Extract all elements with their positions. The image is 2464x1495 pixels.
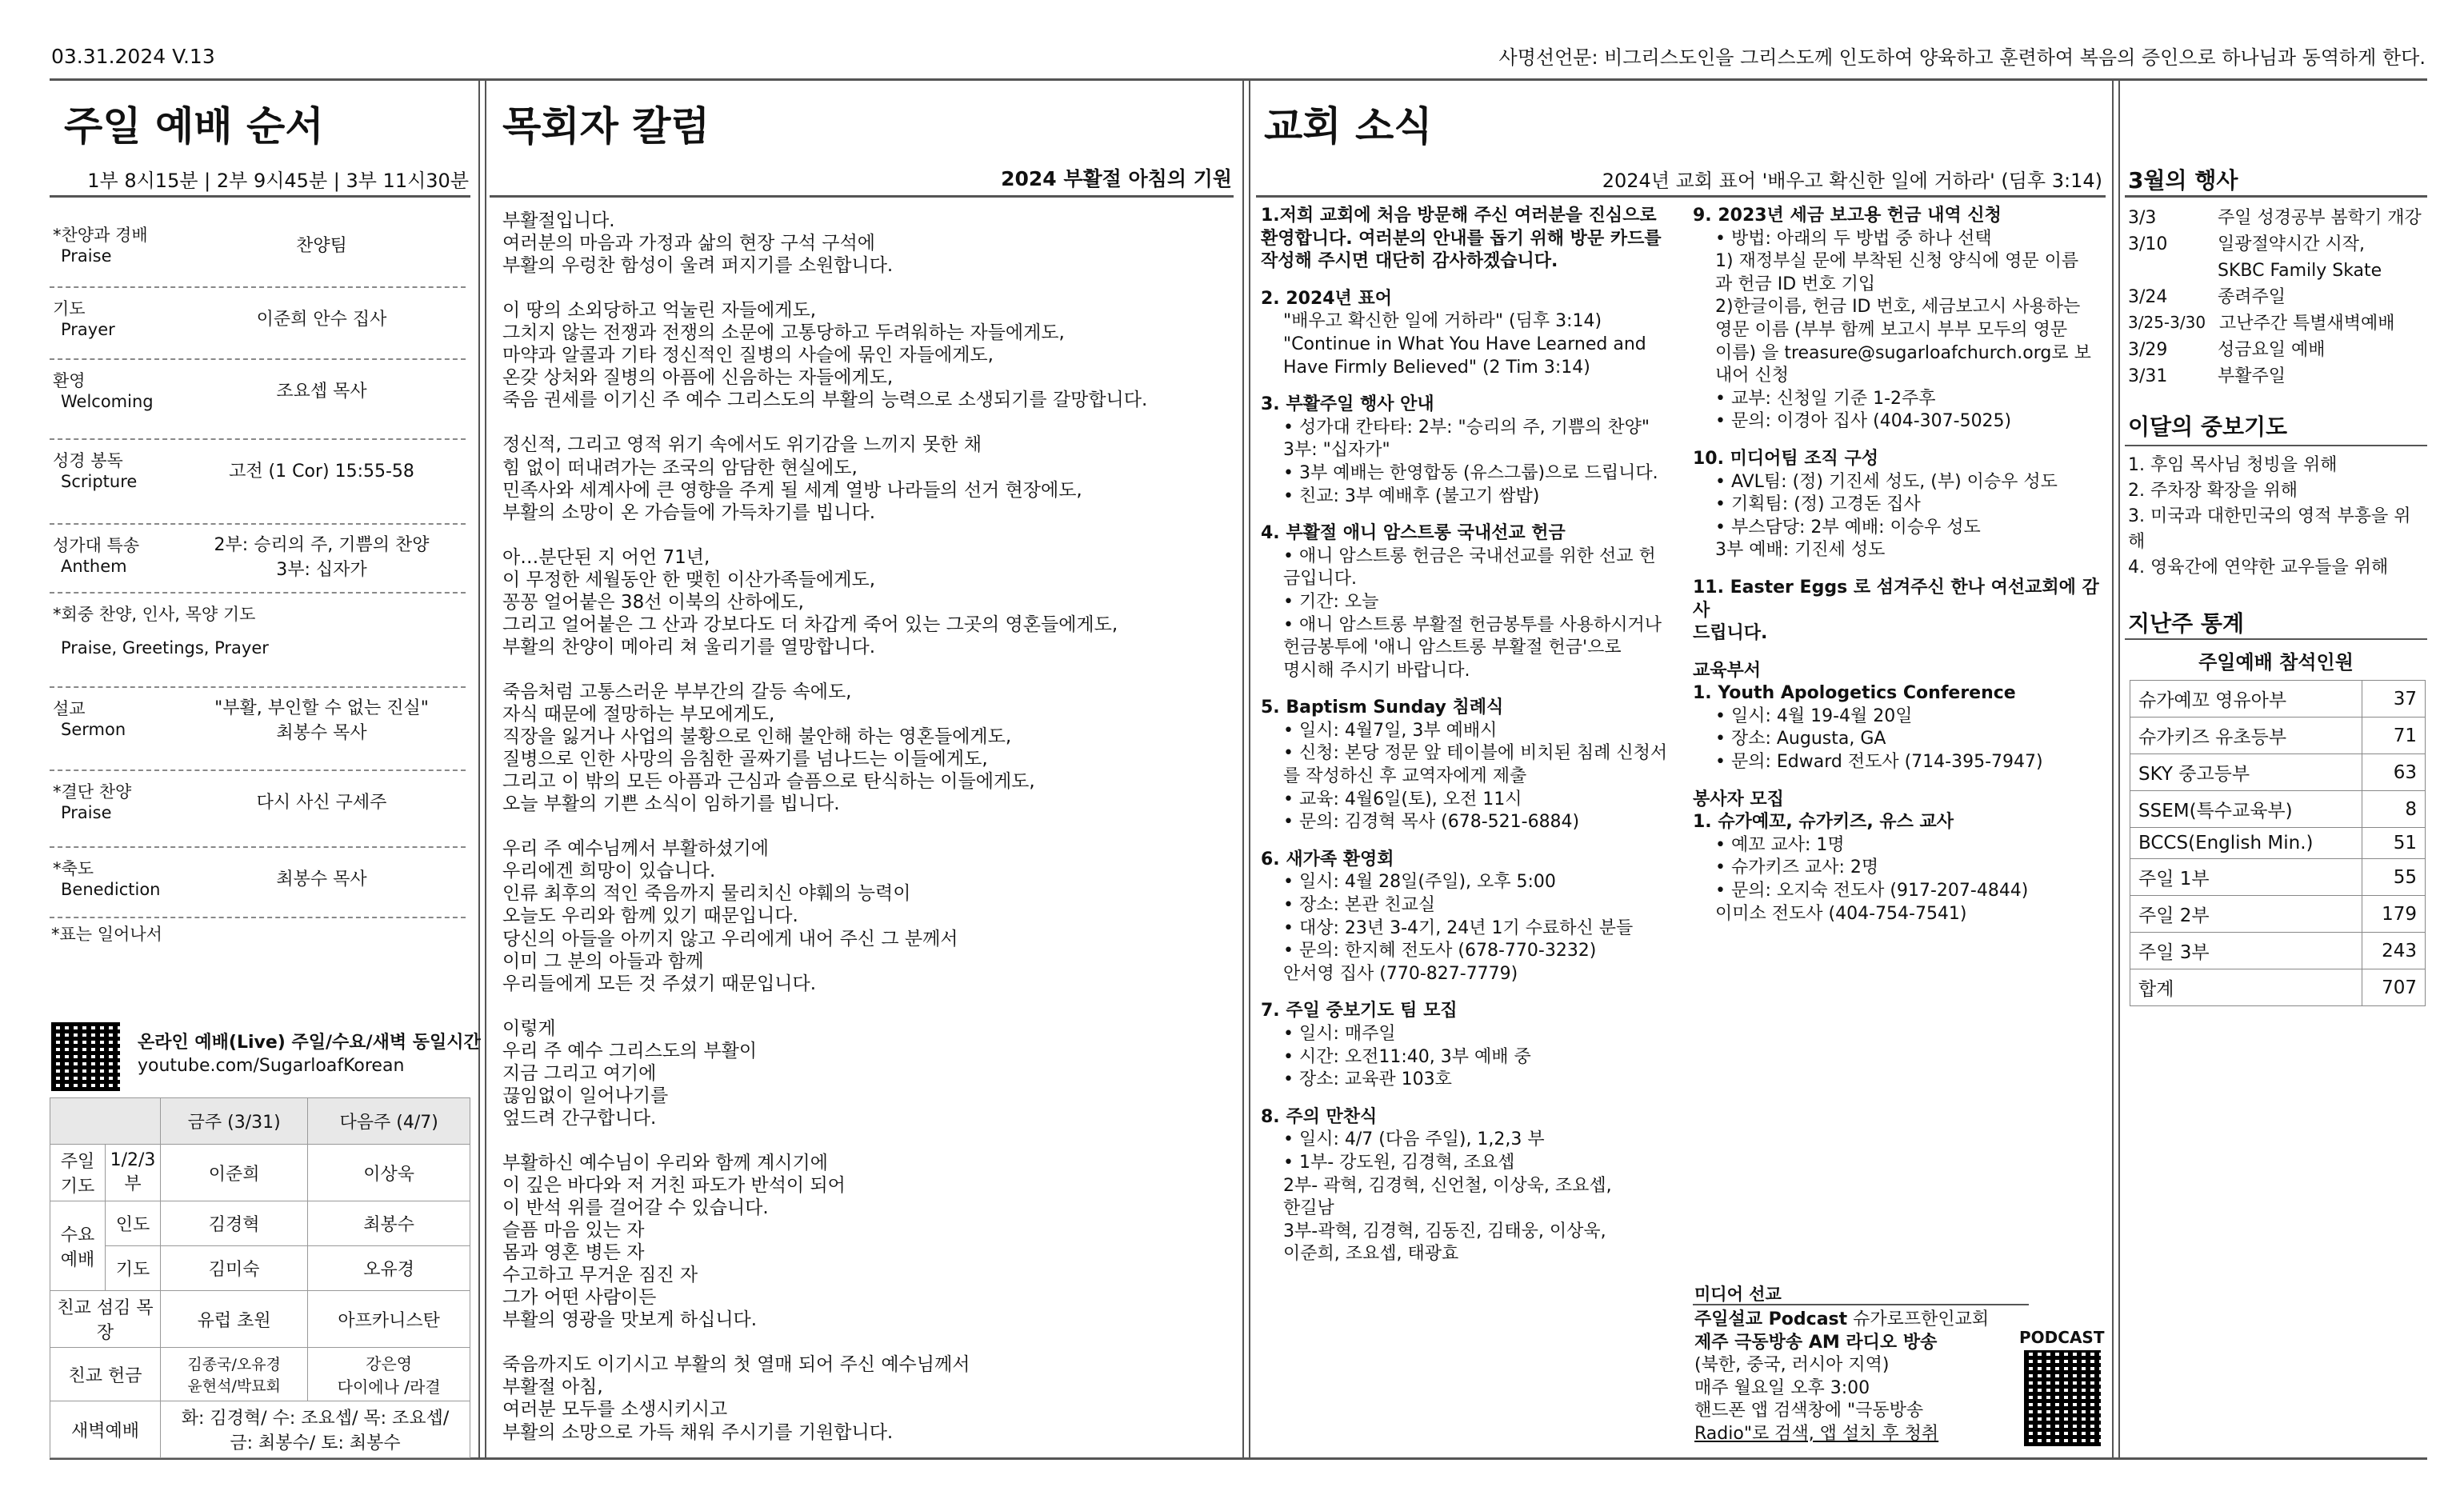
worship-item <box>50 288 466 360</box>
news-heading: 5. Baptism Sunday 침례식 <box>1261 698 1504 718</box>
worship-item-value: "부활, 부인할 수 없는 진실" 최봉수 목사 <box>214 698 429 743</box>
stats-label: SKY 중고등부 <box>2130 754 2362 791</box>
stats-table <box>2130 680 2426 1006</box>
stats-label: 주일 3부 <box>2130 933 2362 969</box>
radio-app-1: 핸드폰 앱 검색창에 "극동방송 <box>1694 1401 1924 1421</box>
event-item <box>2128 337 2426 363</box>
events-list <box>2128 205 2426 390</box>
events-title: 3월의 행사 <box>2128 167 2238 194</box>
news-spacer <box>1261 985 1685 1000</box>
worship-item-en: Benediction <box>61 880 161 899</box>
news-heading: 봉사자 모집 <box>1693 789 1784 809</box>
stats-row <box>2130 754 2426 791</box>
news-spacer <box>1261 274 1685 288</box>
column-subtitle: 2024 부활절 아침의 기원 <box>1001 167 1232 190</box>
news-detail: • 일시: 4/7 (다음 주일), 1,2,3 부 • 1부- 강도원, 김경혁, 조요셉 2부- 곽혁, 김경혁, 신언철, 이상욱, 조요셉, 한길남 3부-곽혁, 김경혁, 김동진, 김태웅, 이상욱, 이준희, 조요셉, 태광효 <box>1283 1129 1612 1265</box>
duty-sunday-prayer: 주일 기도 <box>50 1145 106 1201</box>
column-header-rule <box>490 195 1234 198</box>
stats-value: 179 <box>2362 896 2426 933</box>
event-date: 3/25-3/30 <box>2128 313 2206 332</box>
worship-item-value: 고전 (1 Cor) 15:55-58 <box>229 462 414 482</box>
media-label: 미디어 선교 <box>1694 1285 1782 1304</box>
news-heading: 교육부서 <box>1693 660 1762 681</box>
prayer-item: 4. 영육간에 연약한 교우들을 위해 <box>2128 557 2389 578</box>
stats-row <box>2130 969 2426 1006</box>
worship-item-value: 2부: 승리의 주, 기쁨의 찬양 3부: 십자가 <box>214 535 430 580</box>
worship-item-ko: 성경 봉독 <box>53 451 123 470</box>
worship-item-en: Scripture <box>61 472 138 491</box>
duty-wed-lead: 인도 <box>106 1201 161 1246</box>
event-date: 3/3 <box>2128 208 2157 228</box>
news-detail: • 일시: 4월 28일(주일), 오후 5:00 • 장소: 본관 친교실 • 대상: 23년 3-4기, 24년 1기 수료하신 분들 • 문의: 한지혜 전도사 (678-770-3232) 안서영 집사 (770-827-7779) <box>1283 872 1634 984</box>
worship-item-ko: *결단 찬양 <box>53 782 132 801</box>
duty-sunday-parts: 1/2/3 부 <box>106 1145 161 1201</box>
news-spacer <box>1261 834 1685 849</box>
column-body: 부활절입니다. 여러분의 마음과 가정과 삶의 현장 구석 구석에 부활의 우렁찬 함성이 울려 퍼지기를 소원합니다. 이 땅의 소외당하고 억눌린 자들에게도, 그치지 않는 전쟁과 전쟁의 소문에 고통당하고 두려워하는 자들에게도, 마약과 알콜과 기타 정신적인 질병의 사슬에 묶인 자들에게도, 온갖 상처와 질병의 아픔에 신음하는 자들에게도, 죽음 권세를 이기신 주 예수 그리스도의 부활의 능력으로 소생되기를 갈망합니다. 정신적, 그리고 영적 위기 속에서도 위기감을 느끼지 못한 채 힘 없이 떠내려가는 조국의 암담한 현실에도, 민족사와 세계사에 큰 영향을 주게 될 세계 열방 나라들의 선거 현장에도, 부활의 소망이 온 가슴들에 가득차기를 빕니다. 아…분단된 지 어언 71년, 이 무정한 세월동안 한 맺힌 이산가족들에게도, 꽁꽁 얼어붙은 38선 이북의 산하에도, 그리고 얼어붙은 그 산과 강보다도 더 차갑게 죽어 있는 그곳의 영혼들에게도, 부활의 찬양이 메아리 쳐 울리기를 열망합니다. 죽음처럼 고통스러운 부부간의 갈등 속에도, 자식 때문에 절망하는 부모에게도, 직장을 잃거나 사업의 불황으로 인해 불안해 하는 영혼들에게도, 질병으로 인한 사망의 음침한 골짜기를 넘나드는 이들에게도, 그리고 이 밖의 모든 아픔과 근심과 슬픔으로 탄식하는 이들에게도, 오늘 부활의 기쁜 소식이 임하기를 빕니다. 우리 주 예수님께서 부활하셨기에 우리에겐 희망이 있습니다. 인류 최후의 적인 죽음까지 물리치신 야훼의 능력이 오늘도 우리와 함께 있기 때문입니다. 당신의 아들을 아끼지 않고 우리에게 내어 주신 그 분께서 이미 그 분의 아들과 함께 우리들에게 모든 것 주셨기 때문입니다. 이렇게 우리 주 예수 그리스도의 부활이 지금 그리고 여기에 끊임없이 일어나기를 엎드려 간구합니다. 부활하신 예수님이 우리와 함께 계시기에 이 깊은 바다와 저 거친 파도가 반석이 되어 이 반석 위를 걸어갈 수 있습니다. 슬픔 마음 있는 자 몸과 영혼 병든 자 수고하고 무거운 짐진 자 그가 어떤 사람이든 부활의 영광을 맛보게 하십니다. 죽음까지도 이기시고 부활의 첫 열매 되어 주신 예수님께서 부활절 아침, 여러분 모두를 소생시키시고 부활의 소망으로 가득 채워 주시기를 기원합니다. <box>502 210 1148 1443</box>
news-spacer <box>1693 434 2109 448</box>
duty-offering-next: 강은영 다이에나 /라결 <box>308 1348 470 1401</box>
prayer-rule <box>2125 445 2427 446</box>
radio-time: 매주 월요일 오후 3:00 <box>1694 1377 1870 1398</box>
news-heading: 1. Youth Apologetics Conference <box>1693 683 2016 704</box>
stats-row <box>2130 859 2426 896</box>
duty-col-this: 금주 (3/31) <box>161 1098 308 1145</box>
stats-row <box>2130 718 2426 754</box>
event-text: 고난주간 특별새벽예배 <box>2219 314 2395 334</box>
stats-row <box>2130 791 2426 828</box>
news-detail: • 방법: 아래의 두 방법 중 하나 선택 1) 재정부실 문에 부착된 신청 양식에 영문 이름 과 헌금 ID 번호 기입 2)한글이름, 헌금 ID 번호, 세금보고시 사용하는 영문 이름 (부부 함께 보고시 부부 모두의 영문 이름) 을 treasure@sugarloafchurch.org로 보 내어 신청 • 교부: 신청일 기준 1-2주후 • 문의: 이경아 집사 (404-307-5025) <box>1715 228 2091 432</box>
stats-value: 243 <box>2362 933 2426 969</box>
date-version: 03.31.2024 V.13 <box>51 45 215 68</box>
duty-wed-pray: 기도 <box>106 1246 161 1291</box>
worship-item-ko: 기도 <box>53 299 86 318</box>
stats-label: BCCS(English Min.) <box>2130 828 2362 859</box>
worship-item-en: Praise <box>61 803 112 822</box>
event-item <box>2128 231 2426 258</box>
stats-row <box>2130 681 2426 718</box>
duty-wed-pray-next: 오유경 <box>308 1246 470 1291</box>
news-detail: • 성가대 칸타타: 2부: "승리의 주, 기쁨의 찬양" 3부: "십자가" • 3부 예배는 한영합동 (유스그룹)으로 드립니다. • 친교: 3부 예배후 (불고기 쌈밥) <box>1283 417 1658 506</box>
duty-sunday-next: 이상욱 <box>308 1145 470 1201</box>
news-detail: • 애니 암스트롱 헌금은 국내선교를 위한 선교 헌 금입니다. • 기간: 오늘 • 애니 암스트롱 부활절 헌금봉투를 사용하시거나 헌금봉투에 '애니 암스트롱 부활절 헌금'으로 명시해 주시기 바랍니다. <box>1283 546 1662 681</box>
worship-item-ko: 환영 <box>53 371 86 390</box>
stats-value: 63 <box>2362 754 2426 791</box>
worship-item <box>50 771 466 848</box>
event-date: 3/24 <box>2128 287 2168 307</box>
worship-times: 1부 8시15분 | 2부 9시45분 | 3부 11시30분 <box>87 170 469 192</box>
event-date: 3/29 <box>2128 340 2168 360</box>
news-right-column <box>1693 205 2109 925</box>
column-divider-2 <box>1242 80 1244 1457</box>
news-heading: 8. 주의 만찬식 <box>1261 1106 1378 1127</box>
worship-item-value: 다시 사신 구세주 <box>256 793 387 813</box>
column-divider-1b <box>485 80 486 1457</box>
stats-value: 37 <box>2362 681 2426 718</box>
prayer-item: 1. 후임 목사님 청빙을 위해 <box>2128 455 2338 475</box>
event-text: 종려주일 <box>2218 287 2286 307</box>
worship-item-ko: *찬양과 경배 <box>53 226 148 245</box>
news-detail: "배우고 확신한 일에 거하라" (딤후 3:14) "Continue in What You Have Learned and Have Firmly Believed" (2 Tim 3:14) <box>1283 311 1646 378</box>
worship-item <box>50 525 466 594</box>
duty-col-next: 다음주 (4/7) <box>308 1098 470 1145</box>
news-spacer <box>1693 774 2109 789</box>
news-motto: 2024년 교회 표어 '배우고 확신한 일에 거하라' (딤후 3:14) <box>1602 170 2102 192</box>
news-spacer <box>1261 1092 1685 1106</box>
worship-item-ko: 설교 <box>53 699 86 718</box>
event-item <box>2128 205 2426 231</box>
news-spacer <box>1261 508 1685 522</box>
news-detail: • 예꼬 교사: 1명 • 슈가키즈 교사: 2명 • 문의: 오지숙 전도사 (917-207-4844) 이미소 전도사 (404-754-7541) <box>1715 834 2029 924</box>
news-detail: • 일시: 4월 19-4월 20일 • 장소: Augusta, GA • 문의: Edward 전도사 (714-395-7947) <box>1715 706 2043 773</box>
duty-corner <box>50 1098 161 1145</box>
stats-value: 71 <box>2362 718 2426 754</box>
news-heading: 7. 주일 중보기도 팀 모집 <box>1261 1001 1458 1021</box>
worship-item <box>50 594 466 688</box>
youtube-qr-code <box>51 1022 120 1091</box>
worship-item-ko: *회중 찬양, 인사, 목양 기도 <box>53 605 256 624</box>
duty-offering: 친교 헌금 <box>50 1348 161 1401</box>
worship-item-en: Sermon <box>61 720 126 739</box>
stats-header: 주일예배 참석인원 <box>2198 651 2354 674</box>
news-heading: 2. 2024년 표어 <box>1261 288 1392 309</box>
podcast-church: 슈가로프한인교회 <box>1847 1309 1990 1329</box>
stats-label: 슈가예꼬 영유아부 <box>2130 681 2362 718</box>
duty-table <box>50 1097 470 1458</box>
news-detail: • 일시: 매주일 • 시간: 오전11:40, 3부 예배 중 • 장소: 교육관 103호 <box>1283 1024 1531 1090</box>
radio-region: (북한, 중국, 러시아 지역) <box>1694 1355 1890 1376</box>
stats-rule <box>2125 638 2427 640</box>
duty-wednesday: 수요 예배 <box>50 1201 106 1291</box>
news-detail: • AVL팀: (정) 기진세 성도, (부) 이승우 성도 • 기획팀: (정) 고경돈 집사 • 부스담당: 2부 예배: 이승우 성도 3부 예배: 기진세 성도 <box>1715 471 2058 561</box>
worship-item-en: Praise, Greetings, Prayer <box>61 638 269 658</box>
worship-item-ko: 성가대 특송 <box>53 536 140 555</box>
news-spacer <box>1261 379 1685 394</box>
event-date <box>2128 258 2218 284</box>
column-divider-1 <box>478 80 480 1457</box>
worship-item-en: Praise <box>61 246 112 266</box>
event-item <box>2128 284 2426 310</box>
news-left-column <box>1261 205 1685 1266</box>
column-divider-3b <box>2118 80 2120 1457</box>
online-worship-label: 온라인 예배(Live) 주일/수요/새벽 동일시간 <box>138 1033 481 1053</box>
stats-row <box>2130 896 2426 933</box>
stats-row <box>2130 828 2426 859</box>
event-text: SKBC Family Skate <box>2218 261 2382 281</box>
events-rule <box>2125 195 2427 198</box>
news-heading: 4. 부활절 애니 암스트롱 국내선교 헌금 <box>1261 523 1566 544</box>
worship-item-value: 이준희 안수 집사 <box>256 310 387 330</box>
event-item <box>2128 363 2426 390</box>
radio-app-2: Radio"로 검색, 앱 설치 후 청취 <box>1694 1423 1939 1444</box>
worship-item-en: Prayer <box>61 320 115 339</box>
stats-label: 합계 <box>2130 969 2362 1006</box>
duty-wed-lead-next: 최봉수 <box>308 1201 470 1246</box>
prayer-list <box>2128 453 2426 580</box>
duty-dawn-value: 화: 김경혁/ 수: 조요셉/ 목: 조요셉/ 금: 최봉수/ 토: 최봉수 <box>161 1401 470 1458</box>
duty-wed-pray-this: 김미숙 <box>161 1246 308 1291</box>
worship-item-en: Anthem <box>61 557 127 576</box>
stats-value: 51 <box>2362 828 2426 859</box>
worship-item-en: Welcoming <box>61 392 154 411</box>
news-title: 교회 소식 <box>1264 103 1433 150</box>
event-text: 부활주일 <box>2218 366 2286 386</box>
event-date: 3/31 <box>2128 366 2168 386</box>
worship-item-value: 조요셉 목사 <box>276 382 367 402</box>
news-heading: 10. 미디어팀 조직 구성 <box>1693 448 1878 469</box>
event-text: 성금요일 예배 <box>2218 340 2326 360</box>
worship-item <box>50 440 466 525</box>
worship-item-value: 찬양팀 <box>296 236 347 256</box>
duty-fellowship-this: 유럽 초원 <box>161 1291 308 1348</box>
column-title: 목회자 칼럼 <box>502 103 710 150</box>
worship-item <box>50 688 466 771</box>
news-heading: 1.저희 교회에 처음 방문해 주신 여러분을 진심으로 환영합니다. 여러분의 안내를 돕기 위해 방문 카드를 작성해 주시면 대단히 감사하겠습니다. <box>1261 206 1662 272</box>
column-divider-2b <box>1249 80 1250 1457</box>
news-heading: 9. 2023년 세금 보고용 헌금 내역 신청 <box>1693 206 2002 226</box>
event-item <box>2128 258 2426 284</box>
news-header-rule <box>1256 195 2106 198</box>
event-item <box>2128 310 2426 337</box>
worship-item <box>50 848 466 918</box>
duty-sunday-this: 이준희 <box>161 1145 308 1201</box>
news-detail: • 일시: 4월7일, 3부 예배시 • 신청: 본당 정문 앞 테이블에 비치된 침례 신청서 를 작성하신 후 교역자에게 제출 • 교육: 4월6일(토), 오전 11시 • 문의: 김경혁 목사 (678-521-6884) <box>1283 720 1668 833</box>
worship-item-value: 최봉수 목사 <box>276 869 367 889</box>
worship-footnote: *표는 일어나서 <box>51 925 162 944</box>
radio-line: 제주 극동방송 AM 라디오 방송 <box>1694 1332 1938 1353</box>
duty-fellowship: 친교 섬김 목장 <box>50 1291 161 1348</box>
news-heading: 11. Easter Eggs 로 섬겨주신 한나 여선교회에 감사 드립니다. <box>1693 577 2099 644</box>
news-heading: 1. 슈가예꼬, 슈가키즈, 유스 교사 <box>1693 812 1954 833</box>
news-spacer <box>1693 562 2109 577</box>
prayer-item: 3. 미국과 대한민국의 영적 부흥을 위해 <box>2128 506 2411 552</box>
column-divider-3 <box>2112 80 2114 1457</box>
news-heading: 6. 새가족 환영회 <box>1261 849 1394 869</box>
event-text: 일광절약시간 시작, <box>2218 234 2366 254</box>
podcast-qr-code <box>2024 1350 2101 1446</box>
worship-header-rule <box>50 195 470 198</box>
worship-item <box>50 214 466 288</box>
stats-value: 8 <box>2362 791 2426 828</box>
stats-value: 55 <box>2362 859 2426 896</box>
stats-label: SSEM(특수교육부) <box>2130 791 2362 828</box>
stats-label: 주일 1부 <box>2130 859 2362 896</box>
stats-label: 주일 2부 <box>2130 896 2362 933</box>
duty-fellowship-next: 아프카니스탄 <box>308 1291 470 1348</box>
podcast-qr-label: PODCAST <box>2019 1328 2105 1347</box>
stats-value: 707 <box>2362 969 2426 1006</box>
worship-item <box>50 360 466 440</box>
news-spacer <box>1693 646 2109 660</box>
top-divider <box>50 78 2427 81</box>
mission-statement: 사명선언문: 비그리스도인을 그리스도께 인도하여 양육하고 훈련하여 복음의 증인으로 하나님과 동역하게 한다. <box>1498 46 2426 69</box>
event-text: 주일 성경공부 봄학기 개강 <box>2218 208 2422 228</box>
event-date: 3/10 <box>2128 234 2168 254</box>
media-block <box>1694 1309 2030 1446</box>
duty-wed-lead-this: 김경혁 <box>161 1201 308 1246</box>
worship-title: 주일 예배 순서 <box>64 103 324 150</box>
media-rule <box>1693 1304 2029 1305</box>
youtube-link[interactable]: youtube.com/SugarloafKorean <box>138 1056 405 1076</box>
podcast-label: 주일설교 Podcast <box>1694 1309 1848 1329</box>
prayer-title: 이달의 중보기도 <box>2128 414 2288 440</box>
news-heading: 3. 부활주일 행사 안내 <box>1261 394 1434 415</box>
stats-title: 지난주 통계 <box>2128 610 2244 637</box>
prayer-item: 2. 주차장 확장을 위해 <box>2128 480 2298 501</box>
news-spacer <box>1261 682 1685 697</box>
duty-offering-this: 김종국/오유경 윤현석/박묘회 <box>161 1348 308 1401</box>
stats-row <box>2130 933 2426 969</box>
stats-label: 슈가키즈 유초등부 <box>2130 718 2362 754</box>
worship-item-ko: *축도 <box>53 859 94 878</box>
duty-dawn: 새벽예배 <box>50 1401 161 1458</box>
